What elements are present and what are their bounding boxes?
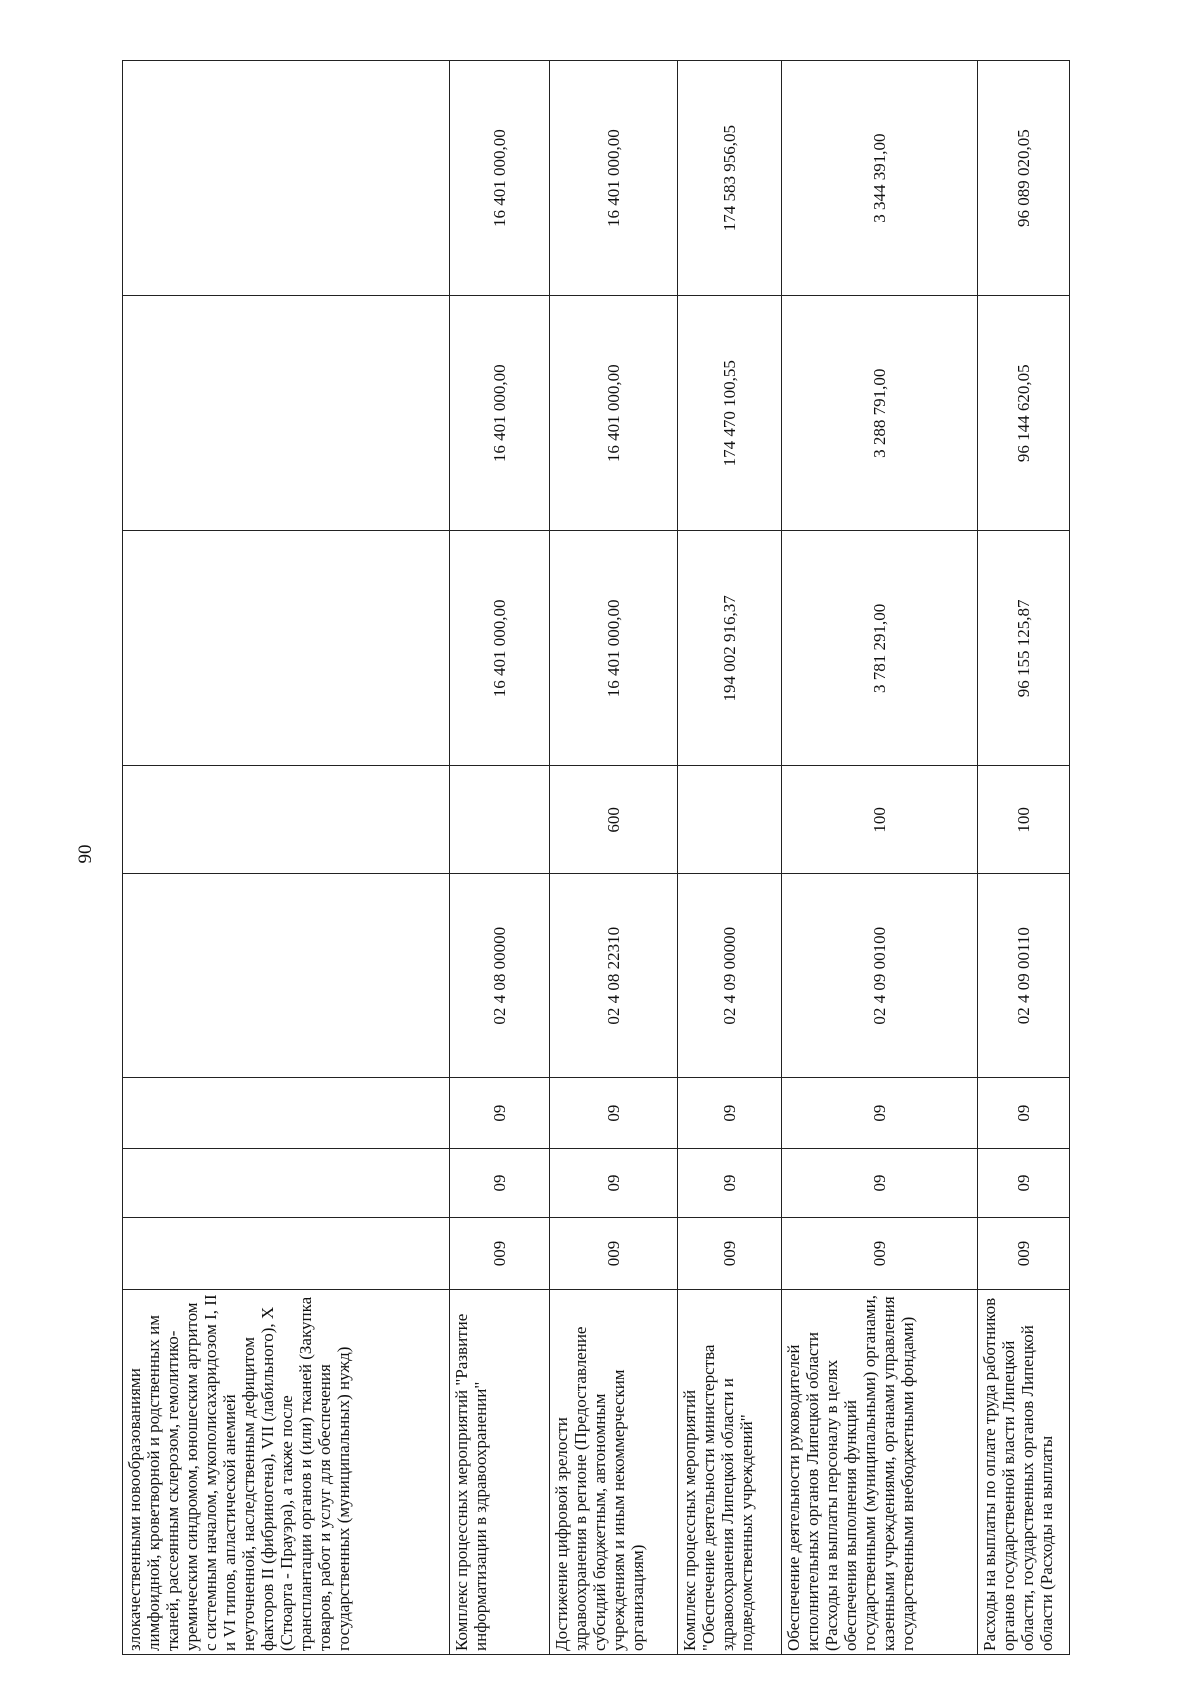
expense-type-code	[123, 766, 450, 874]
amount-year-1: 16 401 000,00	[450, 531, 550, 766]
amount-year-3: 3 344 391,00	[782, 61, 978, 296]
amount-year-3: 16 401 000,00	[450, 61, 550, 296]
amount-year-2: 3 288 791,00	[782, 296, 978, 531]
subsection-code: 09	[978, 1078, 1070, 1149]
table-row	[678, 61, 782, 1655]
subsection-code	[123, 1078, 450, 1149]
amount-year-1: 194 002 916,37	[678, 531, 782, 766]
target-article-code: 02 4 09 00000	[678, 874, 782, 1078]
amount-year-1: 3 781 291,00	[782, 531, 978, 766]
table-row	[782, 61, 978, 1655]
row-description: Расходы на выплаты по оплате труда работников органов государственной власти Липецкой области, государственных органов Липецкой области (Расходы на выплаты	[978, 1289, 1070, 1654]
section-code: 09	[550, 1148, 678, 1217]
amount-year-3: 96 089 020,05	[978, 61, 1070, 296]
expense-type-code	[450, 766, 550, 874]
row-description: Обеспечение деятельности руководителей исполнительных органов Липецкой области (Расходы на выплаты персоналу в целях обеспечения выполнения функций государственными (муниципальными) органами, казенными учреждениями, органами управления государственными внебюджетными фондами)	[782, 1289, 978, 1654]
table-row	[123, 61, 450, 1655]
table-row	[550, 61, 678, 1655]
subsection-code: 09	[678, 1078, 782, 1149]
row-description: Комплекс процессных мероприятий "Обеспечение деятельности министерства здравоохранения Липецкой области и подведомственных учреждений"	[678, 1289, 782, 1654]
ministry-code: 009	[550, 1218, 678, 1290]
subsection-code: 09	[450, 1078, 550, 1149]
table-row	[450, 61, 550, 1655]
target-article-code: 02 4 08 00000	[450, 874, 550, 1078]
expense-type-code: 100	[782, 766, 978, 874]
section-code: 09	[450, 1148, 550, 1217]
budget-table-rotated	[122, 60, 1069, 1655]
amount-year-2: 16 401 000,00	[550, 296, 678, 531]
target-article-code: 02 4 09 00110	[978, 874, 1070, 1078]
target-article-code: 02 4 08 22310	[550, 874, 678, 1078]
amount-year-2	[123, 296, 450, 531]
section-code: 09	[978, 1148, 1070, 1217]
row-description: Достижение цифровой зрелости здравоохранения в регионе (Предоставление субсидий бюджетным, автономным учреждениям и иным некоммерческим организациям)	[550, 1289, 678, 1654]
ministry-code: 009	[978, 1218, 1070, 1290]
section-code: 09	[782, 1148, 978, 1217]
ministry-code: 009	[678, 1218, 782, 1290]
table-row	[978, 61, 1070, 1655]
ministry-code: 009	[782, 1218, 978, 1290]
section-code: 09	[678, 1148, 782, 1217]
row-description: злокачественными новообразованиями лимфоидной, кроветворной и родственных им тканей, рассеянным склерозом, гемолитико-уремическим синдромом, юношеским артритом с системным началом, мукополисахаридозом I, II и VI типов, апластической анемией неуточненной, наследственным дефицитом факторов II (фибриногена), VII (лабильного), X (Стюарта - Прауэра), а также после трансплантации органов и (или) тканей (Закупка товаров, работ и услуг для обеспечения государственных (муниципальных) нужд)	[123, 1289, 450, 1654]
target-article-code	[123, 874, 450, 1078]
expense-type-code	[678, 766, 782, 874]
section-code	[123, 1148, 450, 1217]
subsection-code: 09	[550, 1078, 678, 1149]
subsection-code: 09	[782, 1078, 978, 1149]
amount-year-3: 16 401 000,00	[550, 61, 678, 296]
expense-type-code: 100	[978, 766, 1070, 874]
amount-year-1: 16 401 000,00	[550, 531, 678, 766]
ministry-code: 009	[450, 1218, 550, 1290]
amount-year-2: 96 144 620,05	[978, 296, 1070, 531]
ministry-code	[123, 1218, 450, 1290]
amount-year-1: 96 155 125,87	[978, 531, 1070, 766]
target-article-code: 02 4 09 00100	[782, 874, 978, 1078]
row-description: Комплекс процессных мероприятий "Развитие информатизации в здравоохранении"	[450, 1289, 550, 1654]
amount-year-3	[123, 61, 450, 296]
budget-table	[122, 60, 1070, 1655]
expense-type-code: 600	[550, 766, 678, 874]
amount-year-2: 174 470 100,55	[678, 296, 782, 531]
amount-year-2: 16 401 000,00	[450, 296, 550, 531]
page-number: 90	[75, 844, 96, 864]
amount-year-3: 174 583 956,05	[678, 61, 782, 296]
amount-year-1	[123, 531, 450, 766]
